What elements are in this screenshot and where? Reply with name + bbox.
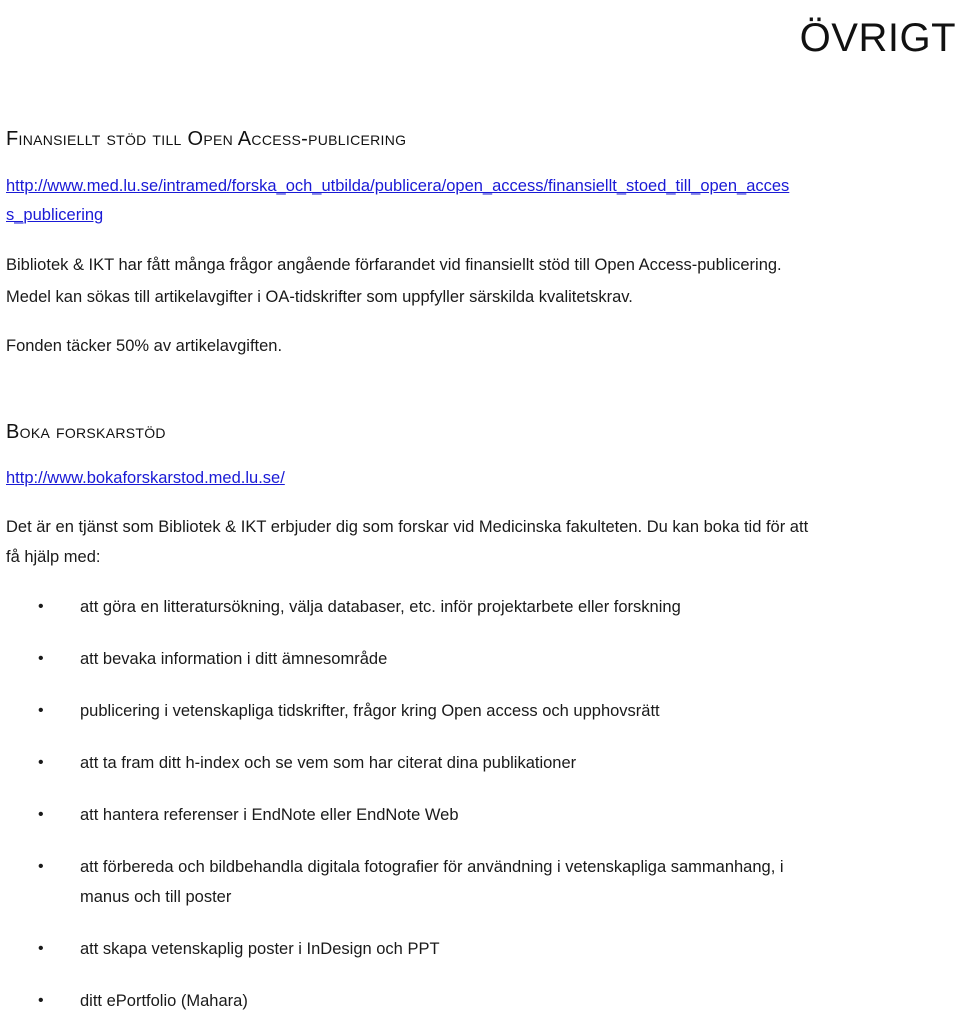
oa-funding-coverage: Fonden täcker 50% av artikelavgiften. xyxy=(6,337,283,355)
oa-funding-link-line2[interactable]: s_publicering xyxy=(6,206,104,224)
bullet-icon: • xyxy=(38,858,44,875)
oa-funding-link-line1[interactable]: http://www.med.lu.se/intramed/forska_och_utbilda/publicera/open_access/finansiellt_stoed_till_open_acces xyxy=(6,177,790,195)
services-list xyxy=(0,591,960,1012)
list-item-text: manus och till poster xyxy=(80,888,232,906)
list-item xyxy=(0,593,960,621)
list-item-text: att förbereda och bildbehandla digitala fotografier för användning i vetenskapliga sammanhang, i xyxy=(80,858,784,876)
list-item-text: att ta fram ditt h-index och se vem som har citerat dina publikationer xyxy=(80,754,577,772)
page-title: ÖVRIGT xyxy=(799,16,956,60)
bullet-icon: • xyxy=(38,650,44,667)
oa-funding-paragraph-line1: Bibliotek & IKT har fått många frågor angående förfarandet vid finansiellt stöd till Open Access-publicering. xyxy=(6,256,782,274)
bullet-icon: • xyxy=(38,806,44,823)
list-item-text: att göra en litteratursökning, välja databaser, etc. inför projektarbete eller forskning xyxy=(80,598,681,616)
section-heading-finansiellt-stod: Finansiellt stöd till Open Access-publicering xyxy=(6,128,407,150)
list-item-text: att skapa vetenskaplig poster i InDesign och PPT xyxy=(80,940,440,958)
bullet-icon: • xyxy=(38,940,44,957)
list-item-text: publicering i vetenskapliga tidskrifter, frågor kring Open access och upphovsrätt xyxy=(80,702,660,720)
boka-forskarstod-link[interactable]: http://www.bokaforskarstod.med.lu.se/ xyxy=(6,469,285,487)
list-item-text: ditt ePortfolio (Mahara) xyxy=(80,992,248,1010)
section-heading-boka-forskarstod: Boka forskarstöd xyxy=(6,421,166,443)
boka-intro-line1: Det är en tjänst som Bibliotek & IKT erbjuder dig som forskar vid Medicinska fakulteten. Du kan boka tid för att xyxy=(6,518,809,536)
list-item xyxy=(0,853,960,881)
list-item-text: att hantera referenser i EndNote eller EndNote Web xyxy=(80,806,459,824)
list-item xyxy=(0,749,960,777)
oa-funding-paragraph-line2: Medel kan sökas till artikelavgifter i OA-tidskrifter som uppfyller särskilda kvalitetskrav. xyxy=(6,288,633,306)
boka-intro-line2: få hjälp med: xyxy=(6,548,101,566)
bullet-icon: • xyxy=(38,754,44,771)
list-item xyxy=(0,935,960,963)
list-item xyxy=(0,697,960,725)
list-item xyxy=(0,987,960,1012)
list-item-text: att bevaka information i ditt ämnesområde xyxy=(80,650,388,668)
list-item xyxy=(0,645,960,673)
list-item xyxy=(0,801,960,829)
bullet-icon: • xyxy=(38,702,44,719)
list-item-continuation xyxy=(0,883,960,911)
bullet-icon: • xyxy=(38,598,44,615)
bullet-icon: • xyxy=(38,992,44,1009)
